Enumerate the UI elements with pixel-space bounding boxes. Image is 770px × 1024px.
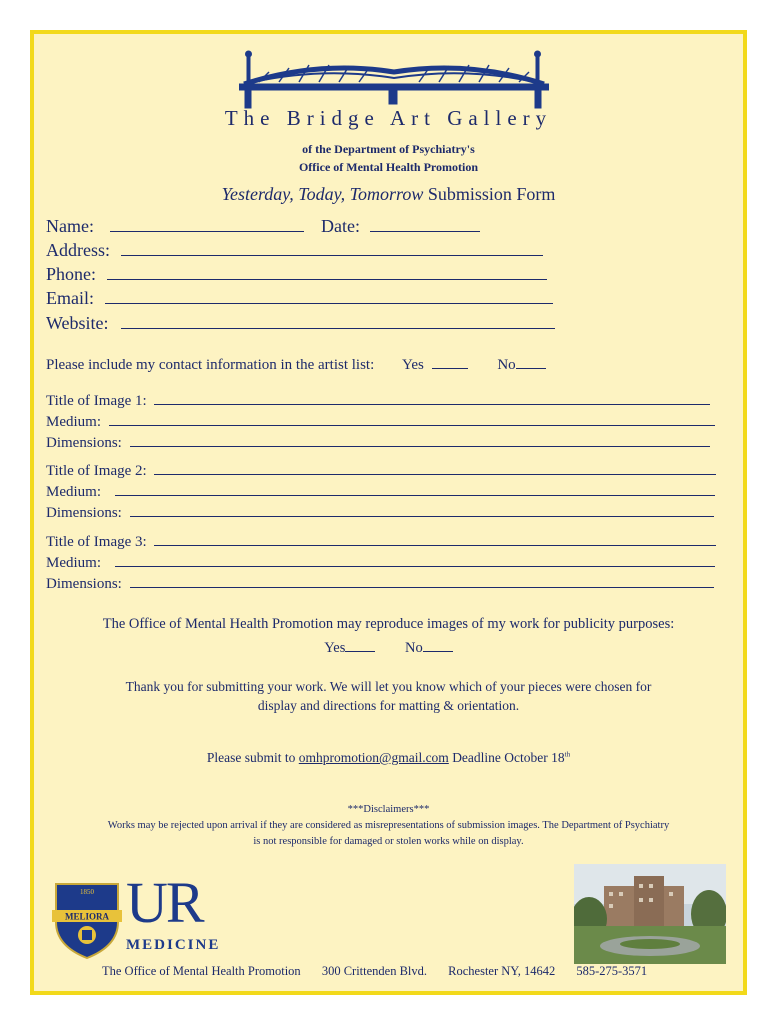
disclaimers-title: ***Disclaimers*** bbox=[347, 804, 430, 815]
image3-medium-line[interactable] bbox=[115, 552, 715, 567]
image1-title-line[interactable] bbox=[154, 390, 710, 405]
thanks-line-2: display and directions for matting & orientation. bbox=[257, 698, 520, 713]
form-page bbox=[30, 30, 747, 995]
footer-city: Rochester NY, 14642 bbox=[448, 964, 556, 978]
submit-prefix: Please submit to bbox=[206, 750, 299, 765]
image2-dimensions-line[interactable] bbox=[130, 502, 714, 517]
publicity-yes-label: Yes bbox=[324, 640, 346, 656]
website-label: Website: bbox=[46, 313, 109, 333]
website-field-row bbox=[46, 313, 555, 334]
image3-title-line[interactable] bbox=[154, 531, 716, 546]
submit-line bbox=[34, 750, 743, 766]
email-input-line[interactable] bbox=[105, 289, 553, 304]
gallery-name: The Bridge Art Gallery bbox=[224, 106, 553, 130]
name-field-row bbox=[46, 216, 480, 237]
contact-question: Please include my contact information in the artist list: bbox=[46, 357, 375, 373]
publicity-options bbox=[34, 637, 743, 657]
image2-title-line[interactable] bbox=[154, 460, 716, 475]
image3-dimensions-line[interactable] bbox=[130, 573, 714, 588]
contact-no-label: No bbox=[497, 357, 516, 373]
medicine-logo-text: MEDICINE bbox=[126, 937, 221, 953]
publicity-no-line[interactable] bbox=[423, 637, 453, 652]
image3-dimensions-row bbox=[46, 573, 714, 593]
image3-title-label: Title of Image 3: bbox=[46, 534, 147, 550]
name-label: Name: bbox=[46, 216, 94, 236]
image1-medium-label: Medium: bbox=[46, 414, 101, 430]
footer-phone: 585-275-3571 bbox=[576, 964, 648, 978]
form-title: Yesterday, Today, Tomorrow Submission Form bbox=[221, 184, 556, 204]
image1-dimensions-row bbox=[46, 432, 710, 452]
phone-label: Phone: bbox=[46, 264, 97, 284]
date-input-line[interactable] bbox=[370, 217, 480, 232]
website-input-line[interactable] bbox=[121, 314, 555, 329]
contact-yes-line[interactable] bbox=[432, 354, 468, 369]
image1-medium-row bbox=[46, 411, 715, 431]
email-label: Email: bbox=[46, 288, 94, 308]
publicity-no-label: No bbox=[405, 640, 423, 656]
image1-dimensions-line[interactable] bbox=[130, 432, 710, 447]
ur-logo-text: UR bbox=[126, 870, 203, 935]
disclaimer-line-1: Works may be rejected upon arrival if they are considered as misrepresentations of submission images. The Department of Psychiatry bbox=[107, 820, 670, 831]
image2-dimensions-row bbox=[46, 502, 714, 522]
contact-no-line[interactable] bbox=[516, 354, 546, 369]
publicity-yes-line[interactable] bbox=[345, 637, 375, 652]
publicity-text: The Office of Mental Health Promotion may reproduce images of my work for publicity purposes: bbox=[102, 616, 675, 632]
image1-medium-line[interactable] bbox=[109, 411, 715, 426]
image3-medium-row bbox=[46, 552, 715, 572]
image2-title-label: Title of Image 2: bbox=[46, 463, 147, 479]
contact-question-row bbox=[46, 354, 546, 374]
building-photo bbox=[574, 864, 726, 964]
image2-dimensions-label: Dimensions: bbox=[46, 505, 122, 521]
office-line: Office of Mental Health Promotion bbox=[298, 160, 479, 174]
footer bbox=[102, 964, 665, 979]
deadline-text: Deadline October 18 bbox=[448, 750, 565, 765]
email-field-row bbox=[46, 288, 553, 309]
address-field-row bbox=[46, 240, 543, 261]
date-label: Date: bbox=[320, 216, 360, 236]
submit-email-link[interactable]: omhpromotion@gmail.com bbox=[298, 750, 449, 765]
image2-medium-row bbox=[46, 481, 715, 501]
bridge-logo bbox=[239, 46, 549, 114]
svg-text:1850: 1850 bbox=[80, 888, 94, 896]
svg-text:MELIORA: MELIORA bbox=[64, 911, 110, 922]
image3-dimensions-label: Dimensions: bbox=[46, 576, 122, 592]
disclaimer-line-2: is not responsible for damaged or stolen works while on display. bbox=[253, 836, 524, 847]
image1-dimensions-label: Dimensions: bbox=[46, 435, 122, 451]
phone-input-line[interactable] bbox=[107, 265, 547, 280]
image1-title-row bbox=[46, 390, 710, 410]
image2-title-row bbox=[46, 460, 716, 480]
image3-medium-label: Medium: bbox=[46, 555, 101, 571]
department-line: of the Department of Psychiatry's bbox=[302, 142, 475, 156]
footer-office: The Office of Mental Health Promotion bbox=[102, 964, 301, 978]
contact-yes-label: Yes bbox=[402, 357, 424, 373]
thanks-line-1: Thank you for submitting your work. We will let you know which of your pieces were chosen for bbox=[125, 679, 652, 694]
ur-seal-icon bbox=[52, 880, 122, 960]
address-label: Address: bbox=[46, 240, 110, 260]
footer-address: 300 Crittenden Blvd. bbox=[321, 964, 428, 978]
name-input-line[interactable] bbox=[110, 217, 304, 232]
image3-title-row bbox=[46, 531, 716, 551]
image2-medium-label: Medium: bbox=[46, 484, 101, 500]
image1-title-label: Title of Image 1: bbox=[46, 393, 147, 409]
address-input-line[interactable] bbox=[121, 241, 543, 256]
deadline-sup: th bbox=[564, 750, 571, 759]
image2-medium-line[interactable] bbox=[115, 481, 715, 496]
phone-field-row bbox=[46, 264, 547, 285]
